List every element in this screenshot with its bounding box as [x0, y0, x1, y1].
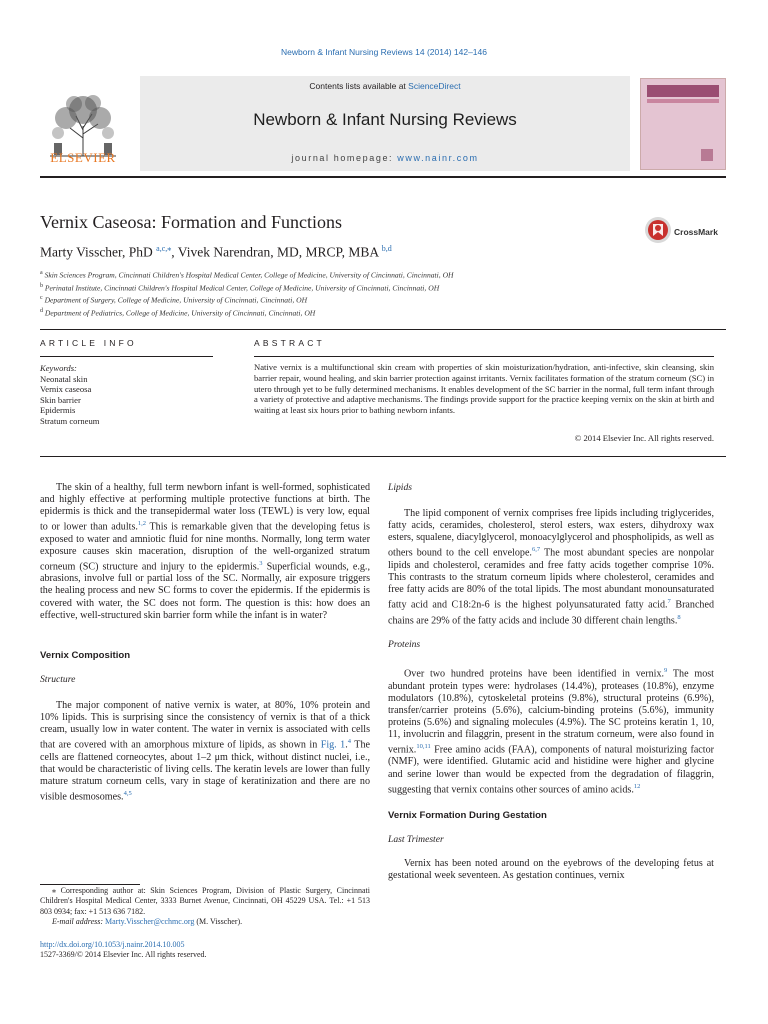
sciencedirect-link[interactable]: ScienceDirect — [408, 81, 461, 91]
doi-block — [40, 940, 207, 961]
article-info-heading: ARTICLE INFO — [40, 338, 137, 348]
proteins-paragraph: Over two hundred proteins have been identified in vernix.$^9$ The most abundant protein types were: hydrolases (14.4%), proteases (10.8%), enzyme modulators (10.8%), cytoskeletal proteins (9.8%), structural proteins (6.9%), transfer/carrier proteins (5.6%), calcium-binding proteins (5.6%), immunity proteins (5.6%) and signaling molecules (4.9%). The SC proteins keratin 1, 10, 11, involucrin and filaggrin, present in the stratum corneum, were also found in vernix.$^{10,11}$ Free amino acids (FAA), components of natural moisturizing factor (NMF), were identified. Glutamic acid and histidine were higher and glycine and serine lower than would be expected from the degradation of filaggrin, suggesting that vernix contains other sources of amino acids.$^{12}$ — [388, 667, 714, 796]
section-heading-composition: Vernix Composition — [40, 649, 131, 661]
author-1: Marty Visscher, PhD — [40, 244, 157, 260]
keyword: Epidermis — [40, 405, 76, 416]
abstract-rule — [254, 356, 714, 357]
author-2-affil[interactable]: b,d — [381, 244, 392, 253]
ref-link[interactable]: 7 — [667, 598, 671, 606]
journal-homepage — [140, 153, 630, 163]
keyword: Neonatal skin — [40, 373, 88, 384]
elsevier-wordmark: ELSEVIER — [50, 150, 116, 165]
ref-link[interactable]: 12 — [633, 782, 641, 790]
header-rule — [40, 176, 726, 178]
author-line — [40, 244, 392, 261]
crossmark-icon[interactable] — [644, 216, 672, 244]
intro-paragraph: The skin of a healthy, full term newborn infant is well-formed, sophisticated and highly effective at performing multiple protective functions at birth. The epidermis is thick and the transepidermal water loss (TEWL) is very low, equal to or lower than adults.$^{1,2}$ This is remarkable given that the developing fetus is exposed to water and amniotic fluid for nine months. Normally, long term water exposure causes skin maceration, disruption of the well-organized stratum corneum (SC) structure and injury to the epidermis.$^3$ Superficial wounds, e.g., abrasions, involve full or partial loss of the SC. Normally, air exposure triggers the healing process and new SC forms to cover the epidermis. If the epidermis is covered with water, the SC does not form. The question is this: how does an effective, well-structured skin barrier form while the infant is in water? — [40, 482, 370, 621]
crossmark-label[interactable]: CrossMark — [674, 227, 718, 237]
ref-link[interactable]: 10,11 — [416, 743, 431, 751]
keyword: Stratum corneum — [40, 415, 100, 426]
ref-link[interactable]: 9 — [664, 667, 668, 675]
section-heading-formation: Vernix Formation During Gestation — [388, 810, 547, 822]
affiliation: $^d$ Department of Pediatrics, College of Medicine, University of Cincinnati, Cincinnati, OH — [40, 307, 316, 318]
keyword: Vernix caseosa — [40, 384, 92, 395]
issn-line: 1527-3369/© 2014 Elsevier Inc. All rights reserved. — [40, 950, 207, 960]
footnote: ⁎ Corresponding author at: Skin Sciences Program, Division of Plastic Surgery, Cincinnati Children's Hospital Medical Center, 3333 Burnet Avenue, Cincinnati, OH 45229 USA. Tel.: +1 513 803 0934; fax: +1 513 636 7182. E-mail address: Marty.Visscher@cchmc.org (M. Visscher). — [40, 886, 370, 926]
homepage-link[interactable]: www.nainr.com — [397, 153, 479, 163]
affiliation: $^a$ Skin Sciences Program, Cincinnati Children's Hospital Medical Center, College of Medicine, University of Cincinnati, Cincinnati, OH — [40, 270, 454, 280]
lipids-paragraph: The lipid component of vernix comprises free lipids including triglycerides, fatty acids, ceramides, cholesterol, sterol esters, wax esters, dihydroxy wax esters, squalene, diacylglycerol, monoacylglycerol and phospholipids, as well as others bound to the cell envelope.$^{6,7}$ The most abundant species are nonpolar lipids and cholesterol, ceramides and free fatty acids together comprise 10%. This contrasts to the stratum corneum lipids where cholesterol, ceramides and free fatty acids are 80% of the total lipids. The most abundant monounsaturated fatty acid and C18:2n-6 is the highest polyunsaturated fatty acid.$^7$ Branched chains are 29% of the fatty acids and include 30 different chain lengths.$^8$ — [388, 508, 715, 626]
contents-line — [140, 81, 630, 91]
ref-link[interactable]: 4 — [347, 738, 352, 746]
author-1-affil[interactable]: a,c, — [156, 244, 168, 253]
contents-prefix: Contents lists available at — [309, 81, 409, 91]
abstract-copyright: © 2014 Elsevier Inc. All rights reserved. — [574, 433, 714, 443]
abstract-heading: ABSTRACT — [254, 338, 325, 348]
ref-link[interactable]: 1,2 — [137, 520, 147, 528]
corresponding-star[interactable]: ⁎ — [167, 244, 172, 253]
keywords-label: Keywords: — [40, 363, 77, 373]
structure-paragraph: The major component of native vernix is water, at 80%, 10% protein and 10% lipids. This is surprising since the consistency of vernix is that of a thick cream, usually low in water content. The water in vernix is associated with cells that are covered with an amorphous mixture of lipids, as shown in Fig. 1.$^4$ The cells are flattened corneocytes, about 1–2 μm thick, without distinct nuclei, i.e., that would be characteristic of living cells. The keratin levels are lower than fully mature stratum corneum cells, vary in stage of keratinization and there are no visible desmosomes.$^{4,5}$ — [40, 699, 370, 803]
email-link[interactable]: Marty.Visscher@cchmc.org — [105, 916, 195, 926]
last-trimester-paragraph: Vernix has been noted around on the eyebrows of the developing fetus at gestational week seventeen. As gestation continues, vernix — [388, 858, 714, 882]
homepage-prefix: journal homepage: — [291, 153, 398, 163]
author-2: , Vivek Narendran, MD, MRCP, MBA — [171, 244, 382, 260]
figure-link[interactable]: Fig. 1 — [320, 739, 346, 751]
keywords-rule — [40, 356, 213, 357]
affiliation: $^b$ Perinatal Institute, Cincinnati Children's Hospital Medical Center, College of Medicine, University of Cincinnati, Cincinnati, OH — [40, 282, 440, 293]
ref-link[interactable]: 8 — [677, 613, 681, 621]
keywords-block — [40, 363, 215, 427]
journal-citation[interactable]: Newborn & Infant Nursing Reviews 14 (2014) 142–146 — [280, 47, 487, 57]
abstract-text: Native vernix is a multifunctional skin cream with properties of skin moisturization/hydration, anti-infective, skin cleansing, skin barrier repair, wound healing, and skin barrier protection against irritants. Vernix facilitates formation of the stratum corneum (SC) in utero through yet to be fully determined mechanisms. It enables development of the SC barrier in the normal, full term infant through a variety of protective and adaptive mechanisms. The findings provide support for the practice keeping vernix on the skin at birth and waiting at least six hours prior to bathing newborn infants. — [254, 362, 714, 416]
affiliation: $^c$ Department of Surgery, College of Medicine, University of Cincinnati, Cincinnati, OH — [40, 295, 308, 305]
ref-link[interactable]: 3 — [259, 559, 263, 567]
body-rule — [40, 456, 726, 457]
subsection-heading-structure: Structure — [40, 673, 76, 685]
subsection-heading-last-trimester: Last Trimester — [388, 834, 444, 846]
affiliations — [40, 268, 720, 318]
left-column — [40, 482, 370, 803]
subsection-heading-proteins: Proteins — [388, 639, 421, 651]
doi-link[interactable]: http://dx.doi.org/10.1053/j.nainr.2014.10.005 — [40, 940, 185, 949]
journal-cover-image — [640, 78, 726, 170]
section-rule — [40, 329, 726, 330]
right-column — [388, 482, 714, 883]
ref-link[interactable]: 6,7 — [531, 546, 541, 554]
keyword: Skin barrier — [40, 394, 81, 405]
journal-title: Newborn & Infant Nursing Reviews — [253, 110, 517, 129]
subsection-heading-lipids: Lipids — [388, 482, 412, 493]
ref-link[interactable]: 4,5 — [123, 789, 132, 797]
article-title: Vernix Caseosa: Formation and Functions — [40, 212, 342, 232]
